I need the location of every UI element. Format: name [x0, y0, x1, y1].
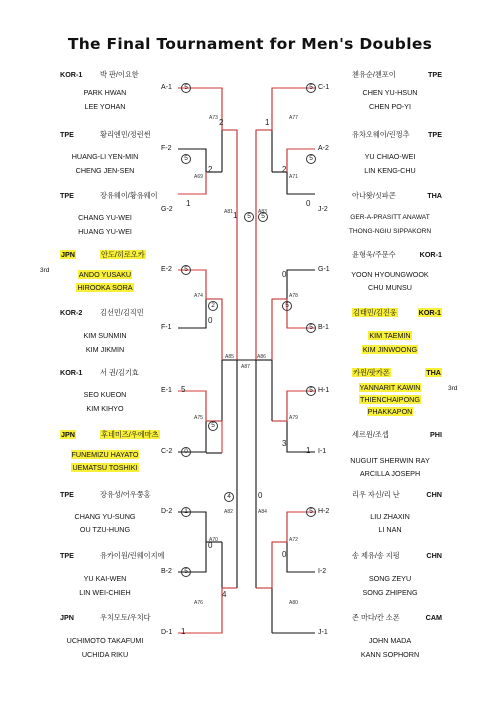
- score: 0: [258, 491, 263, 500]
- slot-label: D-1: [161, 629, 173, 636]
- slot-label: E-1: [161, 387, 172, 394]
- team-player-2: THONG-NGIU SIPPAKORN: [348, 228, 432, 235]
- match-code: A69: [194, 174, 203, 180]
- team-native-names: 유차오웨이/린껑추: [352, 130, 410, 139]
- team-player-3: PHAKKAPON: [367, 407, 413, 416]
- team-player-2: LI NAN: [378, 525, 402, 534]
- team-native-names: 장유웨이/황유웨이: [100, 191, 158, 200]
- slot-label: A-1: [161, 84, 172, 91]
- third-place-label: 3rd: [448, 385, 458, 392]
- slot-label: J-1: [318, 629, 328, 636]
- match-code: A87: [241, 364, 250, 370]
- team-native-names: 아나왓/싯파콘: [352, 191, 396, 200]
- match-code: A74: [194, 293, 203, 299]
- score-circled: 5: [282, 301, 292, 311]
- team-player-1: JOHN MADA: [368, 636, 412, 645]
- team-country: JPN: [61, 430, 75, 439]
- team-player-1: UCHIMOTO TAKAFUMI: [66, 636, 144, 645]
- score: 2: [282, 165, 287, 174]
- team-country: JPN: [61, 250, 75, 259]
- team-native-names: 김선민/김직민: [100, 308, 144, 317]
- team-player-2: HUANG YU-WEI: [78, 227, 132, 236]
- score: 0: [282, 550, 287, 559]
- team-native-names: 송 제유/송 지펑: [352, 551, 400, 560]
- team-country: KOR-1: [60, 70, 83, 79]
- score: 2: [208, 165, 213, 174]
- slot-label: F-1: [161, 324, 172, 331]
- slot-label: B-1: [318, 324, 329, 331]
- match-code: A81: [224, 209, 233, 215]
- score-circled: 5: [181, 265, 191, 275]
- team-player-2: KIM JIKMIN: [85, 345, 125, 354]
- team-player-1: YANNARIT KAWIN: [359, 383, 421, 392]
- score: 1: [181, 627, 186, 636]
- team-player-1: CHANG YU-WEI: [78, 213, 132, 222]
- team-player-2: OU TZU-HUNG: [79, 525, 131, 534]
- score-circled: 2: [208, 301, 218, 311]
- slot-label: C-2: [161, 448, 173, 455]
- match-code: A83: [258, 209, 267, 215]
- match-code: A86: [257, 354, 266, 360]
- score-circled: 5: [181, 154, 191, 164]
- team-player-1: CHANG YU-SUNG: [74, 512, 136, 521]
- team-player-1: YU KAI-WEN: [83, 574, 127, 583]
- score: 4: [222, 590, 227, 599]
- slot-label: A-2: [318, 145, 329, 152]
- team-country: PHI: [430, 430, 442, 439]
- team-player-1: YOON HYOUNGWOOK: [351, 270, 429, 279]
- team-native-names: 유카이원/린웨이지에: [100, 551, 165, 560]
- team-player-2: THIENCHAIPONG: [360, 395, 420, 404]
- team-country: JPN: [60, 613, 74, 622]
- score: 0: [208, 541, 213, 550]
- team-country: TPE: [60, 130, 74, 139]
- team-country: TPE: [60, 191, 74, 200]
- team-player-2: KIM KIHYO: [86, 404, 124, 413]
- score-circled: 5: [181, 567, 191, 577]
- team-player-2: ARCILLA JOSEPH: [359, 469, 421, 478]
- team-player-2: HIROOKA SORA: [77, 283, 133, 292]
- team-player-1: YU CHIAO-WEI: [364, 152, 416, 161]
- score-circled: 4: [224, 492, 234, 502]
- match-code: A75: [194, 415, 203, 421]
- team-country: THA: [426, 368, 441, 377]
- slot-label: C-1: [318, 84, 330, 91]
- match-code: A85: [225, 354, 234, 360]
- team-country: CHN: [426, 551, 442, 560]
- team-country: KOR-1: [60, 368, 83, 377]
- match-code: A78: [289, 293, 298, 299]
- team-player-2: UCHIDA RIKU: [81, 650, 129, 659]
- team-player-2: SONG ZHIPENG: [362, 588, 418, 597]
- slot-label: E-2: [161, 266, 172, 273]
- team-native-names: 안도/히로오카: [101, 250, 145, 259]
- slot-label: I-2: [318, 568, 327, 575]
- slot-label: B-2: [161, 568, 172, 575]
- team-native-names: 카윈/팟카폰: [353, 368, 390, 377]
- team-player-2: CHENG JEN-SEN: [75, 166, 135, 175]
- slot-label: H-2: [318, 508, 330, 515]
- slot-label: D-2: [161, 508, 173, 515]
- score: 5: [181, 385, 186, 394]
- team-country: KOR-2: [60, 308, 83, 317]
- team-player-2: LIN KENG-CHU: [364, 166, 416, 175]
- slot-label: F-2: [161, 145, 172, 152]
- match-code: A73: [209, 115, 218, 121]
- team-country: THA: [427, 191, 442, 200]
- match-code: A80: [289, 600, 298, 606]
- score-circled: 0: [181, 447, 191, 457]
- team-country: KOR-1: [418, 308, 441, 317]
- team-native-names: 윤형욱/주문수: [352, 250, 396, 259]
- team-player-2: KANN SOPHORN: [360, 650, 420, 659]
- team-player-2: UEMATSU TOSHIKI: [72, 463, 138, 472]
- score-circled: 1: [181, 507, 191, 517]
- team-player-1: CHEN YU-HSUN: [362, 88, 418, 97]
- team-player-1: SEO KUEON: [83, 390, 127, 399]
- score: 3: [282, 439, 287, 448]
- match-code: A72: [289, 537, 298, 543]
- team-native-names: 박 판/이요한: [100, 70, 139, 79]
- score: 1: [265, 118, 270, 127]
- score-circled: 5: [181, 83, 191, 93]
- score: 0: [282, 270, 287, 279]
- score: 1: [233, 211, 238, 220]
- score-circled: 5: [258, 212, 268, 222]
- team-player-2: CHEN PO-YI: [369, 102, 411, 111]
- team-native-names: 우치모토/우치다: [100, 613, 151, 622]
- team-player-2: LEE YOHAN: [84, 102, 126, 111]
- team-country: CHN: [426, 490, 442, 499]
- third-place-label: 3rd: [40, 267, 50, 274]
- team-player-2: LIN WEI-CHIEH: [79, 588, 131, 597]
- score-circled: 5: [306, 507, 316, 517]
- score-circled: 5: [306, 386, 316, 396]
- team-native-names: 후네미즈/우에마츠: [101, 430, 159, 439]
- team-player-1: LIU ZHAXIN: [370, 512, 410, 521]
- score-circled: 5: [208, 421, 218, 431]
- team-country: TPE: [60, 551, 74, 560]
- team-player-2: CHU MUNSU: [368, 283, 412, 292]
- team-native-names: 황리엔민/정런썬: [100, 130, 151, 139]
- score: 1: [186, 199, 191, 208]
- score: 2: [219, 118, 224, 127]
- match-code: A76: [194, 600, 203, 606]
- match-code: A71: [289, 174, 298, 180]
- team-country: KOR-1: [419, 250, 442, 259]
- score-circled: 5: [244, 212, 254, 222]
- team-player-1: KIM SUNMIN: [83, 331, 127, 340]
- match-code: A84: [258, 509, 267, 515]
- score-circled: 5: [306, 154, 316, 164]
- team-country: TPE: [428, 70, 442, 79]
- page-title: The Final Tournament for Men's Doubles: [67, 35, 433, 53]
- team-player-1: KIM TAEMIN: [369, 331, 411, 340]
- team-player-1: HUANG-LI YEN-MIN: [71, 152, 139, 161]
- score-circled: 5: [306, 83, 316, 93]
- score: 0: [306, 199, 311, 208]
- team-player-1: ANDO YUSAKU: [78, 270, 132, 279]
- slot-label: J-2: [318, 206, 328, 213]
- team-native-names: 장유성/어우쭝홍: [100, 490, 151, 499]
- team-player-1: PARK HWAN: [83, 88, 127, 97]
- team-native-names: 김태민/김진웅: [353, 308, 397, 317]
- team-native-names: 존 마다/칸 소폰: [352, 613, 400, 622]
- team-country: CAM: [425, 613, 442, 622]
- match-code: A82: [224, 509, 233, 515]
- team-native-names: 리우 자신/리 난: [352, 490, 400, 499]
- slot-label: H-1: [318, 387, 330, 394]
- team-native-names: 세르윈/조셉: [352, 430, 389, 439]
- match-code: A77: [289, 115, 298, 121]
- team-player-1: SONG ZEYU: [368, 574, 412, 583]
- slot-label: I-1: [318, 448, 327, 455]
- team-native-names: 서 권/김기효: [100, 368, 139, 377]
- match-code: A79: [289, 415, 298, 421]
- team-player-1: FUNEMIZU HAYATO: [71, 450, 139, 459]
- score-circled: 5: [306, 323, 316, 333]
- score: 0: [208, 316, 213, 325]
- team-player-2: KIM JINWOONG: [362, 345, 418, 354]
- team-player-1: GER-A-PRASITT ANAWAT: [350, 214, 430, 221]
- team-country: TPE: [60, 490, 74, 499]
- team-native-names: 첸유순/첸포이: [352, 70, 396, 79]
- match-code: A70: [209, 537, 218, 543]
- team-country: TPE: [428, 130, 442, 139]
- score: 1: [306, 446, 311, 455]
- team-player-1: NUGUIT SHERWIN RAY: [350, 456, 430, 465]
- slot-label: G-1: [318, 266, 330, 273]
- slot-label: G-2: [161, 206, 173, 213]
